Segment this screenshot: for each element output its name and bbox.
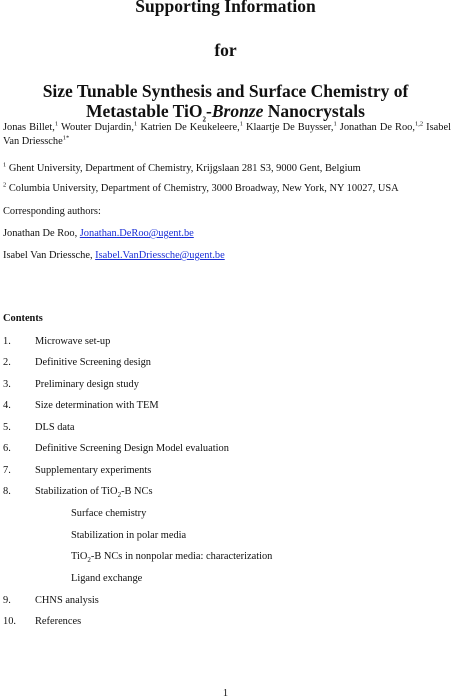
paper-title-line1: Size Tunable Synthesis and Surface Chemistry of [42, 81, 409, 101]
paper-title-line2: Metastable TiO$_2$-Bronze Nanocrystals [86, 101, 365, 124]
affiliation-1: $^1$ Ghent University, Department of Chemistry, Krijgslaan 281 S3, 9000 Gent, Belgium [3, 161, 361, 174]
author-affiliation-mark: 1 [239, 120, 243, 128]
author-name: Isabel Van Driessche [3, 122, 451, 147]
corresponding-author-1: Jonathan De Roo, Jonathan.DeRoo@ugent.be [3, 228, 194, 239]
toc-subitem: Stabilization in polar media [71, 530, 187, 541]
author-affiliation-mark: 1 [54, 120, 59, 128]
email-link-de-roo[interactable]: Jonathan.DeRoo@ugent.be [79, 228, 194, 239]
author-name: Jonas Billet, [3, 122, 55, 133]
affiliation-2: $^2$ Columbia University, Department of Chemistry, 3000 Broadway, New York, NY 10027, USA [3, 181, 399, 194]
document-page: Supporting Information for Size Tunable Synthesis and Surface Chemistry of Metastable TiO$_2$-Bronze Nanocrystals Jonas Billet,$^1$ Wouter Dujardin,$^1$ Katrien De Keukeleere,$^1$ Klaartje De Buysser,$^1$ Jonathan De Roo,$^{1,2}$ Isabel Van Driessche$^{1*}$ $^1$ Ghent University, Department of Chemistry, Krijgslaan 281 S3, 9000 Gent, Belgium $^2$ Columbia University, Department of Chemistry, 3000 Broadway, New York, NY 10027, USA Corresponding authors: Jonathan De Roo, Jonathan.DeRoo@ugent.be Isabel Van Driessche, Isabel.VanDriessche@ugent.be Contents 1. Microwave set-up 2. Definitive Screening design 3. Preliminary design study 4. Size determination with TEM 5. DLS data 6. Definitive Screening Design Model evaluation 7. Supplementary experiments 8. Stabilization of TiO$_2$-B NCs Surface chemistry Stabilization in polar media TiO$_2$-B NCs in nonpolar media: characterization Ligand exchange 9. CHNS analysis 10. References 1 [0, 0, 451, 700]
title-supporting-information: Supporting Information [135, 0, 316, 16]
author-affiliation-mark: 1* [62, 134, 70, 142]
author-affiliation-mark: 1 [133, 120, 138, 128]
toc-subitem: Surface chemistry [71, 508, 147, 519]
email-link-van-driessche[interactable]: Isabel.VanDriessche@ugent.be [95, 250, 225, 261]
author-affiliation-mark: 1,2 [414, 120, 424, 128]
author-list [3, 121, 451, 149]
corresponding-authors-heading: Corresponding authors: [3, 206, 101, 217]
corresponding-author-2: Isabel Van Driessche, Isabel.VanDriessche@ugent.be [3, 250, 225, 261]
author-name: Klaartje De Buysser, [246, 122, 334, 133]
author-name: Jonathan De Roo, [339, 122, 415, 133]
author-name: Wouter Dujardin, [61, 122, 134, 133]
page-number: 1 [222, 688, 229, 699]
contents-heading: Contents [3, 313, 43, 324]
author-affiliation-mark: 1 [333, 120, 337, 128]
title-for: for [214, 40, 237, 60]
toc-subitem: Ligand exchange [71, 573, 143, 584]
toc-subitem: TiO$_2$-B NCs in nonpolar media: characterization [71, 551, 273, 565]
author-name: Katrien De Keukeleere, [140, 122, 240, 133]
